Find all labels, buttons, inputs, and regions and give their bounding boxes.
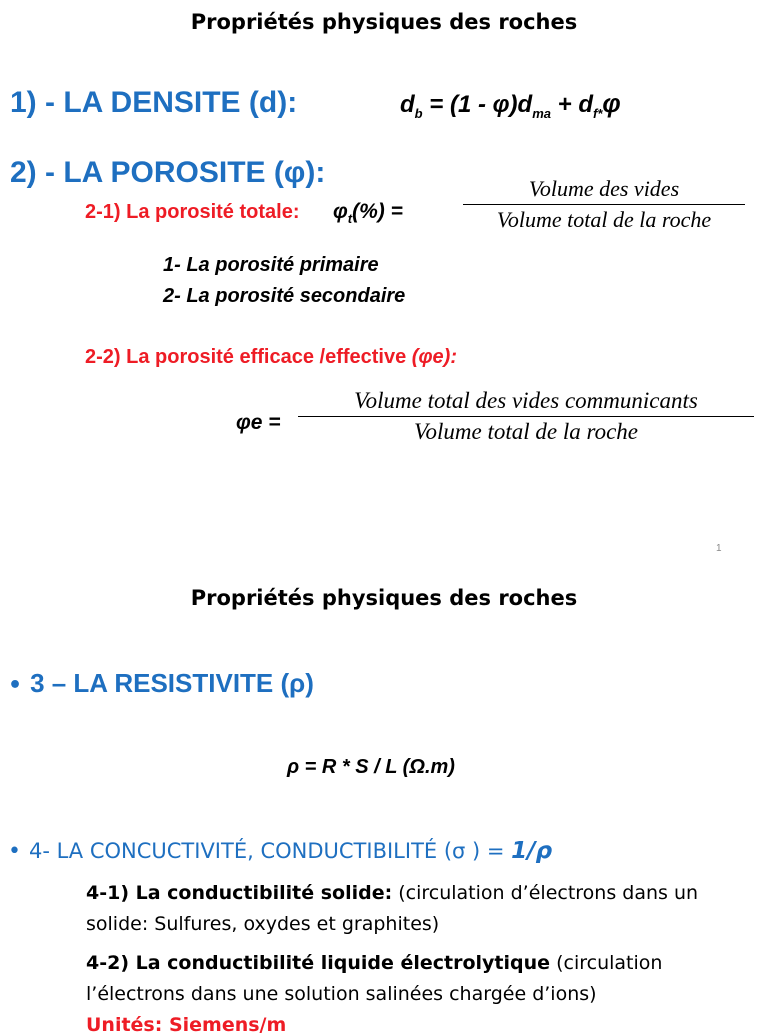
- liquid-conductivity-label: 4-2) La conductibilité liquide électrolytique: [86, 952, 551, 974]
- effective-symbol: (φe):: [411, 346, 457, 368]
- secondary-porosity: 2- La porosité secondaire: [163, 285, 406, 307]
- primary-porosity: 1- La porosité primaire: [163, 254, 379, 276]
- fraction-numerator: Volume des vides: [528, 176, 680, 201]
- fraction-bar: [463, 204, 745, 205]
- formula-phi: φ: [602, 88, 621, 118]
- liquid-conductivity-line1: 4-2) La conductibilité liquide électrolytique (circulation: [86, 952, 663, 974]
- fraction-bar: [298, 416, 754, 417]
- page-number: 1: [716, 543, 722, 554]
- formula-mid: = (1 - φ)d: [422, 91, 533, 118]
- slide-2-title: Propriétés physiques des roches: [190, 586, 578, 610]
- formula-plus: + d: [550, 91, 593, 118]
- liquid-conductivity-line2: l’électrons dans une solution salinées chargée d’ions): [86, 983, 597, 1005]
- fraction-numerator: Volume total des vides communicants: [354, 388, 698, 413]
- solid-conductivity-label: 4-1) La conductibilité solide:: [86, 882, 393, 904]
- resistivity-formula: ρ = R * S / L (Ω.m): [287, 756, 455, 778]
- bullet-icon: •: [8, 839, 21, 864]
- formula-sub-f: f*: [593, 105, 603, 121]
- porosity-heading: 2) - LA POROSITE (φ):: [10, 156, 326, 189]
- effective-label: 2-2) La porosité efficace /effective: [85, 346, 407, 368]
- formula-d: d: [400, 91, 415, 118]
- slide-1-title: Propriétés physiques des roches: [190, 10, 578, 34]
- bullet-icon: •: [8, 673, 23, 698]
- density-heading: 1) - LA DENSITE (d):: [10, 86, 298, 119]
- conductivity-value: 1/ρ: [511, 838, 553, 864]
- solid-conductivity-line2: solide: Sulfures, oxydes et graphites): [86, 913, 440, 935]
- formula-sub-ma: ma: [532, 105, 551, 121]
- effective-porosity-line: [85, 346, 457, 369]
- fraction-denominator: Volume total de la roche: [496, 207, 712, 232]
- resistivity-heading: 3 – LA RESISTIVITE (ρ): [30, 668, 314, 698]
- conductivity-heading: 4- LA CONCUCTIVITÉ, CONDUCTIBILITÉ (σ ) =: [28, 839, 505, 863]
- fraction-denominator: Volume total de la roche: [414, 419, 638, 444]
- total-porosity-lhs: $\varphi_t(\%)$ =: [333, 200, 403, 227]
- resistivity-heading-row: [8, 668, 314, 699]
- total-porosity-fraction: [463, 176, 745, 233]
- formula-sub-b: b: [414, 105, 423, 121]
- units-line: Unités: Siemens/m: [86, 1014, 287, 1036]
- solid-conductivity-line1: 4-1) La conductibilité solide: (circulation d’électrons dans un: [86, 882, 699, 904]
- conductivity-heading-row: [8, 838, 552, 864]
- effective-lhs: φe =: [236, 411, 281, 434]
- total-porosity-label: 2-1) La porosité totale:: [85, 201, 300, 223]
- density-formula: [400, 88, 621, 121]
- effective-porosity-fraction: [298, 388, 754, 445]
